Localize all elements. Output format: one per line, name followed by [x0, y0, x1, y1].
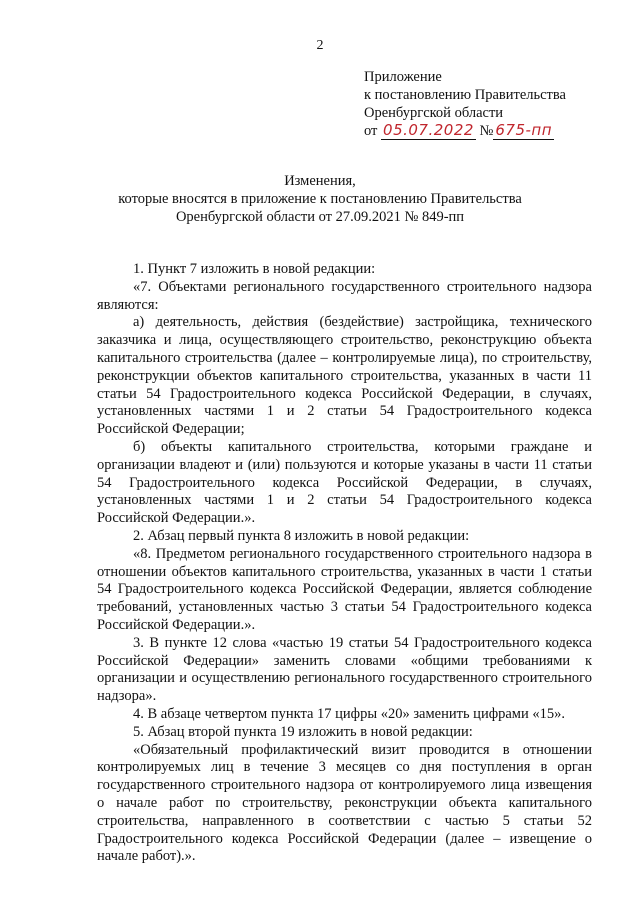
handwritten-date: 05.07.2022 — [383, 121, 474, 139]
paragraph: «8. Предметом регионального государственного строительного надзора в отношении объектов капитального строительства, указанных в части 1 статьи 54 Градостроительного кодекса Российской Федерации, является соблюдение требований, установленных частью 3 статьи 54 Градостроительного кодекса Российской Федерации.». — [97, 545, 592, 633]
page-number: 2 — [316, 38, 324, 53]
title-line-2: которые вносятся в приложение к постановлению Правительства — [118, 191, 522, 207]
paragraph: 3. В пункте 12 слова «частью 19 статьи 54 Градостроительного кодекса Российской Федерации» заменить словами «общими требованиями к организации и осуществлению регионального государственного строительного надзора». — [97, 634, 592, 705]
appendix-line-1: Приложение — [364, 69, 442, 85]
document-title — [0, 172, 640, 226]
paragraph: «7. Объектами регионального государственного строительного надзора являются: — [97, 278, 592, 313]
appendix-date-line — [364, 122, 566, 140]
date-field — [381, 122, 476, 140]
appendix-line-3: Оренбургской области — [364, 105, 504, 121]
paragraph: «Обязательный профилактический визит проводится в отношении контролируемых лиц в течение 3 месяцев со дня поступления в орган государственного строительного надзора от контролируемого лица извещения о начале работ по строительству, реконструкции объекта капитального строительства, направленного в соответствии с частью 5 статьи 52 Градостроительного кодекса Российской Федерации (далее – извещение о начале работ).». — [97, 741, 592, 865]
paragraph: 5. Абзац второй пункта 19 изложить в новой редакции: — [133, 723, 473, 740]
title-line-1: Изменения, — [284, 173, 356, 189]
appendix-line-2: к постановлению Правительства — [364, 87, 566, 103]
paragraph: а) деятельность, действия (бездействие) застройщика, технического заказчика и лица, осуществляющего строительство, реконструкцию объекта капитального строительства (далее – контролируемые лица), по строительству, реконструкции объектов капитального строительства, указанных в части 11 статьи 54 Градостроительного кодекса Российской Федерации, в случаях, установленных частями 1 и 2 статьи 54 Градостроительного кодекса Российской Федерации; — [97, 314, 592, 438]
paragraph: 4. В абзаце четвертом пункта 17 цифры «20» заменить цифрами «15». — [133, 705, 565, 722]
number-field — [493, 122, 554, 140]
paragraph: б) объекты капитального строительства, которыми граждане и организации владеют и (или) пользуются и которые указаны в части 11 статьи 54 Градостроительного кодекса Российской Федерации, в случаях, установленных частями 1 и 2 статьи 54 Градостроительного кодекса Российской Федерации.». — [97, 438, 592, 527]
title-line-3: Оренбургской области от 27.09.2021 № 849-пп — [175, 209, 465, 225]
document-body — [97, 261, 592, 866]
number-label: № — [479, 123, 494, 139]
paragraph: 2. Абзац первый пункта 8 изложить в новой редакции: — [133, 527, 470, 544]
appendix-header — [364, 68, 566, 140]
paragraph: 1. Пункт 7 изложить в новой редакции: — [133, 261, 376, 277]
from-label: от — [364, 123, 378, 139]
handwritten-number: 675-пп — [495, 121, 553, 139]
